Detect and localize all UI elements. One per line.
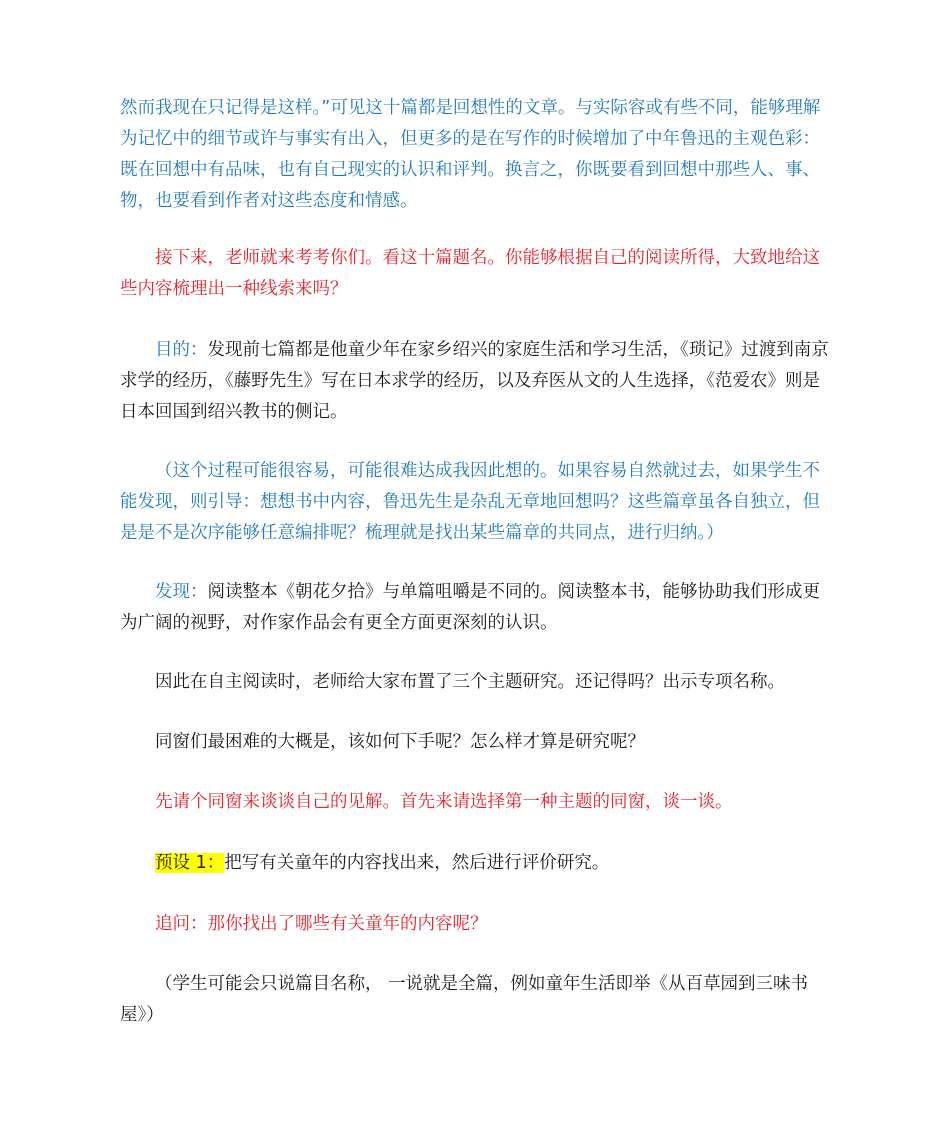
preset-label-highlight: 预设 1： [155, 853, 225, 873]
discovery-body: 阅读整本《朝花夕拾》与单篇咀嚼是不同的。阅读整本书，能够协助我们形成更为广阔的视野，对作家作品会有更全方面更深刻的认识。 [120, 582, 820, 633]
paragraph-recollection-note: 然而我现在只记得是这样。”可见这十篇都是回想性的文章。与实际容或有些不同，能够理解为记忆中的细节或许与事实有出入，但更多的是在写作的时候增加了中年鲁迅的主观色彩：既在回想中有品味，也有自己现实的认识和评判。换言之，你既要看到回想中那些人、事、物，也要看到作者对这些态度和情感。 [120, 98, 821, 211]
paragraph-purpose [120, 335, 835, 428]
purpose-body: 发现前七篇都是他童少年在家乡绍兴的家庭生活和学习生活，《琐记》过渡到南京求学的经历，《藤野先生》写在日本求学的经历，以及弃医从文的人生选择，《范爱农》则是日本回国到绍兴教书的侧记。 [120, 340, 829, 422]
paragraph-follow-up-question: 追问：那你找出了哪些有关童年的内容呢？ [155, 914, 488, 934]
paragraph-difficulty: 同窗们最困难的大概是，该如何下手呢？怎么样才算是研究呢？ [155, 732, 645, 752]
paragraph-invite-student: 先请个同窗来谈谈自己的见解。首先来请选择第一种主题的同窗，谈一谈。 [155, 792, 733, 812]
paragraph-guidance-note: （这个过程可能很容易，可能很难达成我因此想的。如果容易自然就过去，如果学生不能发现，则引导：想想书中内容，鲁迅先生是杂乱无章地回想吗？这些篇章虽各自独立，但是是不是次序能够任意编排呢？梳理就是找出某些篇章的共同点，进行归纳。） [120, 461, 820, 543]
paragraph-student-note: （学生可能会只说篇目名称， 一说就是全篇，例如童年生活即举《从百草园到三味书屋》） [120, 974, 809, 1025]
paragraph-topic-research: 因此在自主阅读时，老师给大家布置了三个主题研究。还记得吗？出示专项名称。 [155, 672, 785, 692]
discovery-label: 发现： [155, 582, 208, 602]
preset-body: 把写有关童年的内容找出来，然后进行评价研究。 [224, 853, 610, 873]
paragraph-preset-1 [120, 848, 609, 879]
paragraph-teacher-question: 接下来，老师就来考考你们。看这十篇题名。你能够根据自己的阅读所得，大致地给这些内容梳理出一种线索来吗？ [120, 248, 820, 299]
purpose-label: 目的： [155, 340, 208, 360]
paragraph-discovery [120, 577, 835, 639]
